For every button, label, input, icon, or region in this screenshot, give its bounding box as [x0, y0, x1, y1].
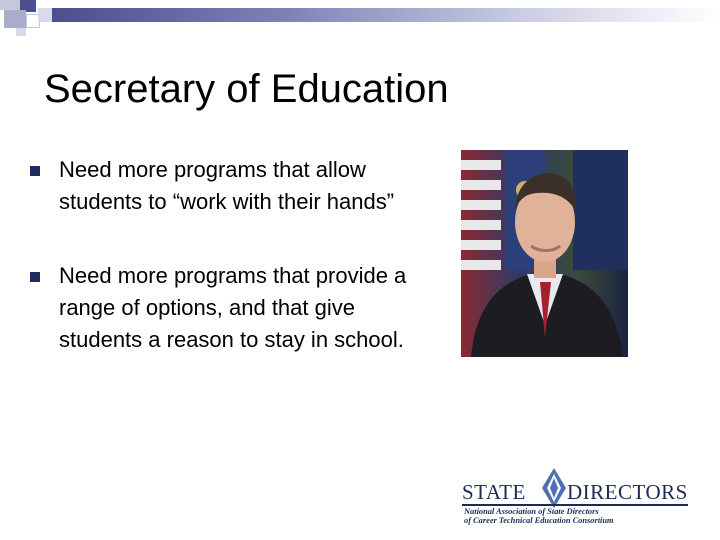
logo-subtitle: of Career Technical Education Consortium: [464, 516, 614, 525]
bullet-list: [30, 154, 410, 356]
logo-rule: [462, 504, 688, 506]
bullet-item: [30, 154, 410, 218]
logo-word-directors: DIRECTORS: [567, 480, 688, 504]
logo-word-state: STATE: [462, 480, 526, 504]
portrait-photo: [461, 150, 628, 357]
state-directors-logo: [460, 466, 692, 526]
slide-title: Secretary of Education: [44, 67, 449, 111]
square-bullet-icon: [30, 166, 40, 176]
decor-square: [16, 28, 26, 36]
bullet-item: [30, 260, 410, 356]
diamond-icon: [542, 468, 566, 508]
square-bullet-icon: [30, 272, 40, 282]
bullet-text: Need more programs that provide a range of options, and that give students a reason to stay in school.: [59, 263, 407, 352]
logo-subtitle: National Association of State Directors: [464, 507, 599, 516]
decor-square: [4, 10, 26, 28]
decor-square: [38, 8, 52, 22]
bullet-text: Need more programs that allow students to “work with their hands”: [59, 157, 395, 214]
header-gradient-bar: [52, 8, 720, 22]
decor-square: [0, 0, 20, 10]
header-decoration: [0, 0, 720, 38]
